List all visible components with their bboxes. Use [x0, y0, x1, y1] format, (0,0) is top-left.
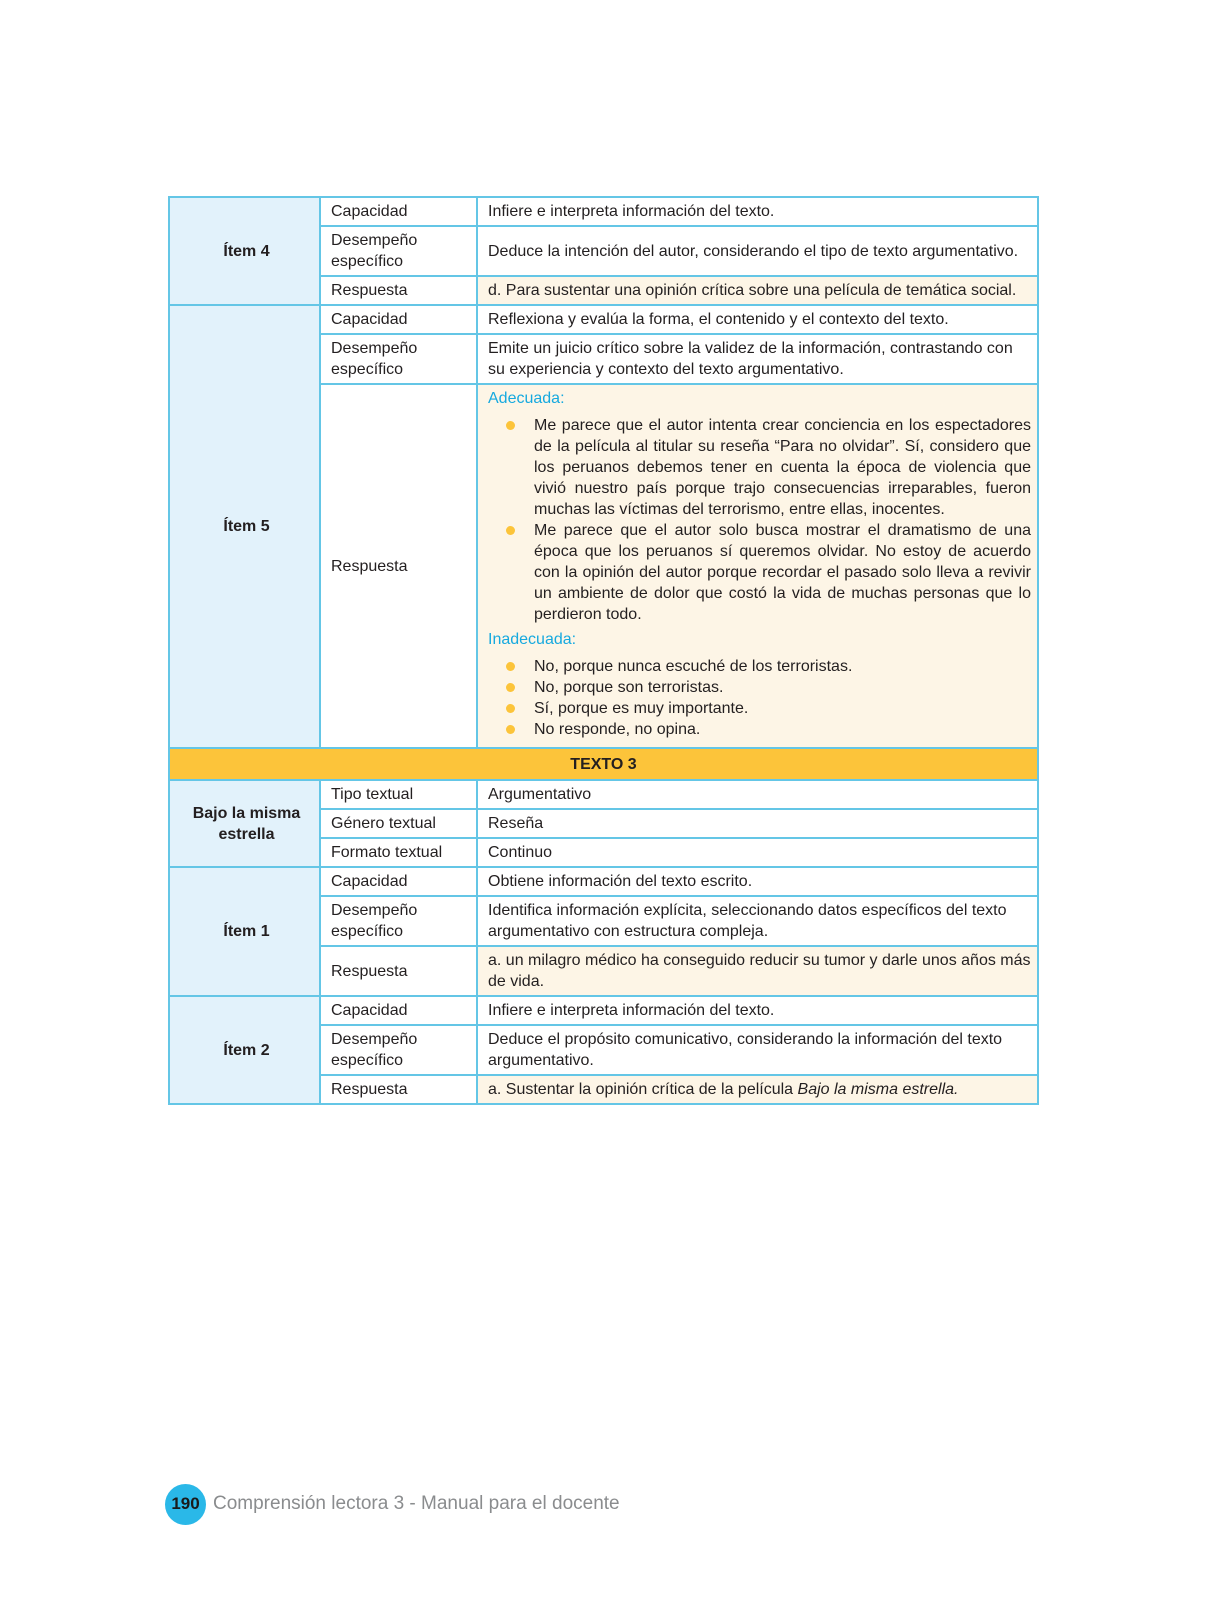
row-label: Capacidad	[320, 305, 477, 334]
row-label: Desempeño específico	[320, 334, 477, 384]
list-item-text: No, porque nunca escuché de los terroristas.	[534, 658, 853, 675]
row-label: Género textual	[320, 809, 477, 838]
desempeno-text: Deduce el propósito comunicativo, considerando la información del texto argumentativo.	[477, 1025, 1038, 1075]
row-label: Desempeño específico	[320, 1025, 477, 1075]
texto-header: TEXTO 3	[169, 748, 1038, 780]
row-label: Respuesta	[320, 276, 477, 305]
item-title: Ítem 2	[169, 996, 320, 1104]
item-title: Ítem 4	[169, 197, 320, 305]
bullet-icon	[506, 662, 515, 671]
inadecuada-heading: Inadecuada:	[488, 631, 577, 648]
desempeno-text: Emite un juicio crítico sobre la validez de la información, contrastando con su experiencia y contexto del texto argumentativo.	[477, 334, 1038, 384]
text-title: Bajo la misma estrella	[169, 780, 320, 867]
list-item	[488, 656, 1031, 677]
row-label: Tipo textual	[320, 780, 477, 809]
capacidad-text: Infiere e interpreta información del texto.	[477, 197, 1038, 226]
list-item	[488, 677, 1031, 698]
respuesta-block	[477, 384, 1038, 748]
capacidad-text: Infiere e interpreta información del texto.	[477, 996, 1038, 1025]
list-item	[488, 520, 1031, 625]
row-label: Capacidad	[320, 197, 477, 226]
film-title: Bajo la misma estrella.	[797, 1081, 959, 1098]
list-item-text: Me parece que el autor solo busca mostrar el dramatismo de una época que los peruanos sí queremos olvidar. No estoy de acuerdo con la opinión del autor porque recordar el pasado solo lleva a revivir un ambiente de dolor que costó la vida de muchas personas que lo perdieron todo.	[534, 522, 1031, 623]
respuesta-text: a. un milagro médico ha conseguido reducir su tumor y darle unos años más de vida.	[477, 946, 1038, 996]
item-title: Ítem 5	[169, 305, 320, 748]
row-label: Respuesta	[320, 384, 477, 748]
respuesta-text	[477, 1075, 1038, 1104]
list-item	[488, 415, 1031, 520]
desempeno-text: Deduce la intención del autor, considerando el tipo de texto argumentativo.	[477, 226, 1038, 276]
row-label: Formato textual	[320, 838, 477, 867]
inadecuada-list	[488, 656, 1031, 740]
bullet-icon	[506, 725, 515, 734]
page-footer	[165, 1484, 620, 1524]
respuesta-text: d. Para sustentar una opinión crítica sobre una película de temática social.	[477, 276, 1038, 305]
respuesta-prefix: a. Sustentar la opinión crítica de la película	[488, 1081, 798, 1098]
footer-title: Comprensión lectora 3 - Manual para el docente	[213, 1493, 620, 1514]
bullet-icon	[506, 683, 515, 692]
list-item-text: Me parece que el autor intenta crear conciencia en los espectadores de la película al titular su reseña “Para no olvidar”. Sí, considero que los peruanos debemos tener en cuenta la época de violencia que vivió nuestro país porque trajo consecuencias irreparables, fueron muchas las víctimas del terrorismo, entre ellas, inocentes.	[534, 417, 1031, 518]
row-label: Respuesta	[320, 946, 477, 996]
row-label: Capacidad	[320, 867, 477, 896]
adecuada-list	[488, 415, 1031, 625]
formato-textual-value: Continuo	[477, 838, 1038, 867]
capacidad-text: Obtiene información del texto escrito.	[477, 867, 1038, 896]
bullet-icon	[506, 526, 515, 535]
list-item	[488, 698, 1031, 719]
answer-key-table	[168, 196, 1039, 1105]
list-item-text: No, porque son terroristas.	[534, 679, 724, 696]
list-item-text: No responde, no opina.	[534, 721, 701, 738]
row-label: Desempeño específico	[320, 226, 477, 276]
capacidad-text: Reflexiona y evalúa la forma, el contenido y el contexto del texto.	[477, 305, 1038, 334]
adecuada-heading: Adecuada:	[488, 390, 565, 407]
bullet-icon	[506, 704, 515, 713]
list-item	[488, 719, 1031, 740]
genero-textual-value: Reseña	[477, 809, 1038, 838]
tipo-textual-value: Argumentativo	[477, 780, 1038, 809]
row-label: Desempeño específico	[320, 896, 477, 946]
row-label: Capacidad	[320, 996, 477, 1025]
desempeno-text: Identifica información explícita, seleccionando datos específicos del texto argumentativo con estructura compleja.	[477, 896, 1038, 946]
list-item-text: Sí, porque es muy importante.	[534, 700, 749, 717]
item-title: Ítem 1	[169, 867, 320, 996]
bullet-icon	[506, 421, 515, 430]
row-label: Respuesta	[320, 1075, 477, 1104]
page-number: 190	[165, 1484, 206, 1525]
